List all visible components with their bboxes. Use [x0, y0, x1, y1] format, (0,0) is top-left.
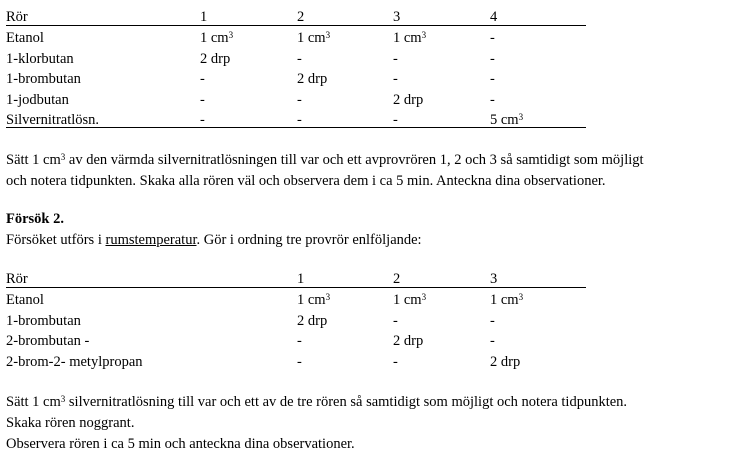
cell-value: - — [393, 353, 398, 370]
para2-line1-end: silvernitratlösning till var och ett av de tre rören så samtidigt som möjligt och notera tidpunkten. — [65, 394, 628, 410]
cell-unit-exponent: 3 — [325, 292, 331, 302]
cell-value: 5 cm — [490, 112, 519, 128]
table-cell — [393, 111, 398, 129]
intro-start: Försöket utförs i — [6, 232, 106, 248]
cell-unit-exponent: 3 — [421, 30, 427, 40]
table-cell — [297, 291, 330, 309]
para1-line1-end: av den värmda silvernitratlösningen till var och ett avprovrören 1, 2 och 3 så samtidigt som möjligt — [65, 152, 644, 168]
table-cell — [490, 111, 523, 129]
table-cell — [297, 50, 302, 68]
table-header-ror: Rör — [6, 271, 28, 287]
table-cell — [200, 91, 205, 109]
cell-value: 2 drp — [490, 353, 521, 370]
instruction-paragraph-1 — [6, 150, 644, 192]
table-row-label: 1-klorbutan — [6, 50, 74, 67]
table-cell — [393, 50, 398, 68]
para1-line2: och notera tidpunkten. Skaka alla rören väl och observera dem i ca 5 min. Anteckna dina observationer. — [6, 173, 606, 189]
table-cell — [490, 291, 523, 309]
cell-value: - — [490, 71, 495, 87]
cell-value: 2 drp — [393, 333, 424, 349]
table-cell — [490, 312, 495, 330]
table-cell — [200, 29, 233, 47]
cell-value: - — [297, 91, 302, 108]
table-cell — [393, 91, 423, 109]
table-header-col: 2 — [297, 9, 305, 25]
cell-unit-exponent: 3 — [421, 292, 427, 302]
table-cell — [297, 353, 302, 371]
cell-value: - — [200, 112, 205, 128]
table-2-header-rule — [6, 287, 586, 288]
para1-line1-start: Sätt 1 cm — [6, 152, 61, 168]
table-header-ror: Rör — [6, 9, 28, 25]
table-cell — [200, 50, 230, 68]
para2-line2: Skaka rören noggrant. — [6, 415, 135, 431]
table-cell — [200, 70, 205, 88]
cell-value: - — [297, 112, 302, 128]
table-cell — [490, 91, 495, 109]
table-row-label: 2-brombutan - — [6, 333, 90, 349]
intro-end: . Gör i ordning tre provrör enlföljande: — [196, 232, 422, 248]
table-1-header-rule — [6, 25, 586, 26]
table-cell — [490, 50, 495, 68]
cell-value: 1 cm — [297, 292, 326, 308]
cell-value: - — [393, 312, 398, 329]
cell-value: - — [490, 30, 495, 46]
para2-line1-start: Sätt 1 cm — [6, 394, 61, 410]
cell-value: - — [490, 312, 495, 329]
table-cell — [393, 291, 426, 309]
instruction-paragraph-2 — [6, 392, 627, 455]
cell-value: 1 cm — [200, 30, 229, 46]
table-header-col: 2 — [393, 271, 401, 287]
cell-value: - — [297, 50, 302, 67]
cell-value: - — [393, 112, 398, 128]
cell-value: 1 cm — [490, 292, 519, 308]
table-row-label: 2-brom-2- metylpropan — [6, 353, 143, 370]
table-header-col: 3 — [393, 9, 401, 25]
cell-value: - — [393, 71, 398, 87]
table-cell — [393, 70, 398, 88]
cell-value: 1 cm — [393, 292, 422, 308]
intro-underlined: rumstemperatur — [105, 232, 197, 248]
cell-unit-exponent: 3 — [518, 292, 524, 302]
table-header-col: 4 — [490, 9, 498, 25]
para1-line1-sup: 3 — [60, 152, 66, 162]
table-cell — [297, 91, 302, 109]
cell-unit-exponent: 3 — [325, 30, 331, 40]
table-cell — [393, 353, 398, 371]
section-heading-forsok-2: Försök 2. — [6, 211, 64, 227]
table-row-label: Silvernitratlösn. — [6, 112, 100, 128]
cell-unit-exponent: 3 — [228, 30, 234, 40]
table-row-label: Etanol — [6, 292, 44, 308]
table-cell — [297, 312, 327, 330]
cell-value: - — [200, 91, 205, 108]
table-cell — [200, 111, 205, 129]
table-cell — [490, 70, 495, 88]
cell-value: 2 drp — [200, 50, 231, 67]
cell-value: - — [490, 333, 495, 349]
table-row-label: Etanol — [6, 30, 44, 46]
table-row-label: 1-brombutan — [6, 71, 81, 87]
table-header-col: 1 — [200, 9, 208, 25]
table-header-col: 3 — [490, 271, 498, 287]
table-header-col: 1 — [297, 271, 305, 287]
table-cell — [393, 312, 398, 330]
cell-value: 2 drp — [297, 71, 328, 87]
table-cell — [393, 332, 423, 350]
table-cell — [490, 353, 520, 371]
table-cell — [490, 29, 495, 47]
table-row-label: 1-jodbutan — [6, 91, 69, 108]
cell-value: - — [200, 71, 205, 87]
para2-line3: Observera rören i ca 5 min och anteckna dina observationer. — [6, 436, 355, 452]
table-row-label: 1-brombutan — [6, 312, 81, 329]
forsok-2-intro — [6, 231, 422, 249]
cell-value: 1 cm — [393, 30, 422, 46]
cell-value: - — [297, 353, 302, 370]
cell-value: - — [490, 91, 495, 108]
cell-value: 2 drp — [393, 91, 424, 108]
cell-value: - — [393, 50, 398, 67]
table-cell — [297, 29, 330, 47]
table-cell — [393, 29, 426, 47]
cell-value: - — [490, 50, 495, 67]
cell-value: 2 drp — [297, 312, 328, 329]
cell-value: 1 cm — [297, 30, 326, 46]
cell-value: - — [297, 333, 302, 349]
table-cell — [490, 332, 495, 350]
table-cell — [297, 332, 302, 350]
cell-unit-exponent: 3 — [518, 112, 524, 122]
table-cell — [297, 70, 327, 88]
table-cell — [297, 111, 302, 129]
para2-line1-sup: 3 — [60, 394, 66, 404]
